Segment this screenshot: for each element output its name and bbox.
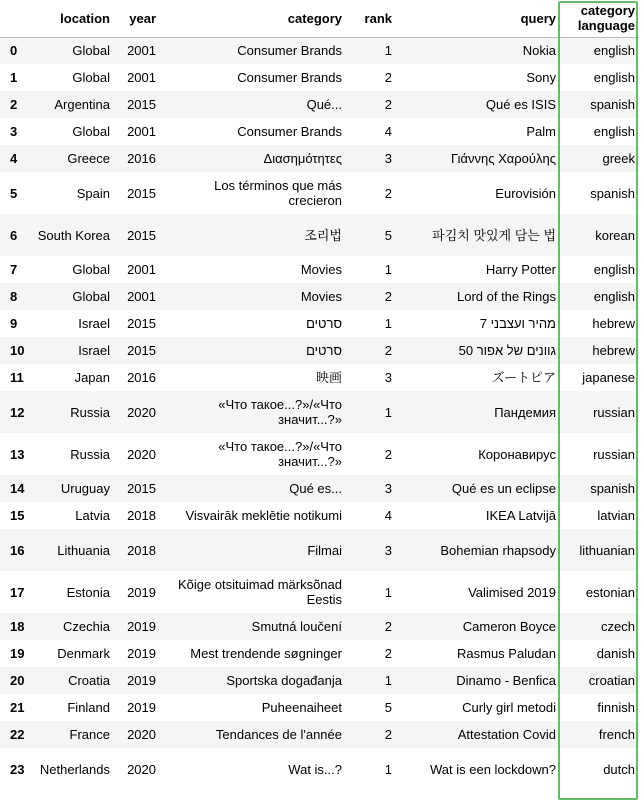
cell-category: Διασημότητες	[263, 151, 342, 166]
cell-rank: 1	[384, 404, 392, 420]
cell-category-language: finnish	[597, 700, 635, 715]
cell-year: 2015	[127, 481, 156, 496]
cell-query: Bohemian rhapsody	[440, 542, 556, 558]
cell-query: IKEA Latvijā	[485, 508, 556, 523]
cell-category-language: hebrew	[592, 343, 635, 358]
table-row	[0, 145, 639, 172]
cell-query: Curly girl metodi	[462, 700, 556, 715]
cell-category: Sportska događanja	[226, 673, 342, 688]
cell-rank: 3	[384, 481, 392, 496]
table-row	[0, 667, 639, 694]
cell-category-language: danish	[596, 646, 635, 661]
cell-location: Czechia	[63, 619, 110, 634]
cell-rank: 2	[384, 343, 392, 358]
table-row	[0, 433, 639, 475]
row-index: 9	[10, 316, 18, 331]
cell-year: 2018	[127, 542, 156, 558]
cell-rank: 1	[384, 761, 392, 777]
row-index: 4	[10, 151, 18, 166]
row-index: 23	[10, 761, 25, 777]
cell-location: Greece	[67, 151, 110, 166]
cell-category: Wat is...?	[288, 761, 342, 777]
cell-year: 2015	[127, 343, 156, 358]
cell-year: 2015	[127, 185, 156, 201]
cell-location: Russia	[70, 446, 110, 462]
header-rank: rank	[346, 0, 396, 37]
table-row	[0, 475, 639, 502]
cell-rank: 2	[384, 446, 392, 462]
cell-query: Cameron Boyce	[462, 619, 556, 634]
cell-location: Global	[72, 289, 110, 304]
cell-category: Tendances de l'année	[215, 727, 342, 742]
cell-year: 2015	[127, 316, 156, 331]
header-year: year	[114, 0, 160, 37]
cell-category: Smutná loučení	[251, 619, 342, 634]
table-row	[0, 310, 639, 337]
cell-query: מהיר ועצבני 7	[479, 316, 556, 331]
table-row	[0, 337, 639, 364]
cell-location: Spain	[76, 185, 110, 201]
cell-location: Japan	[74, 370, 110, 385]
table-row	[0, 613, 639, 640]
cell-location: Uruguay	[60, 481, 110, 496]
cell-query: Nokia	[522, 43, 556, 59]
cell-category-language: russian	[593, 446, 635, 462]
table-row	[0, 571, 639, 613]
cell-year: 2020	[127, 404, 156, 420]
row-index: 5	[10, 185, 18, 201]
table-row	[0, 214, 639, 256]
cell-year: 2001	[127, 289, 156, 304]
cell-category-language: english	[593, 262, 635, 277]
cell-year: 2001	[127, 124, 156, 139]
cell-query: Qué es ISIS	[485, 97, 556, 112]
cell-category-language: greek	[602, 151, 635, 166]
cell-category-language: dutch	[603, 761, 635, 777]
cell-category: Consumer Brands	[237, 70, 342, 85]
cell-year: 2016	[127, 370, 156, 385]
cell-category: Kõige otsituimad märksõnad Eestis	[177, 577, 342, 607]
cell-location: Israel	[78, 316, 110, 331]
cell-location: Lithuania	[57, 542, 110, 558]
table-row	[0, 91, 639, 118]
cell-query: Palm	[526, 124, 556, 139]
row-index: 22	[10, 727, 25, 742]
header-query: query	[396, 0, 560, 37]
table-row	[0, 256, 639, 283]
cell-location: South Korea	[37, 227, 110, 243]
cell-year: 2019	[127, 673, 156, 688]
cell-category-language: japanese	[582, 370, 635, 385]
cell-category: Filmai	[307, 542, 342, 558]
cell-rank: 3	[384, 370, 392, 385]
cell-query: Eurovisión	[495, 185, 556, 201]
cell-rank: 4	[384, 508, 392, 523]
cell-query: 파김치 맛있게 담는 법	[432, 227, 556, 243]
cell-query: Пандемия	[494, 404, 556, 420]
cell-location: Latvia	[75, 508, 110, 523]
row-index: 17	[10, 584, 25, 600]
cell-location: Russia	[70, 404, 110, 420]
cell-category: 조리법	[304, 227, 342, 243]
cell-year: 2001	[127, 43, 156, 59]
cell-location: Croatia	[68, 673, 110, 688]
header-category-language: category language	[560, 0, 639, 37]
row-index: 12	[10, 404, 25, 420]
table-row	[0, 391, 639, 433]
cell-location: France	[69, 727, 110, 742]
cell-rank: 3	[384, 151, 392, 166]
cell-category: Movies	[300, 262, 342, 277]
cell-rank: 2	[384, 97, 392, 112]
cell-query: Rasmus Paludan	[457, 646, 556, 661]
row-index: 7	[10, 262, 18, 277]
cell-query: גוונים של אפור 50	[458, 343, 556, 358]
cell-category: Visvairāk meklētie notikumi	[185, 508, 342, 523]
cell-location: Global	[72, 124, 110, 139]
cell-query: Harry Potter	[485, 262, 556, 277]
cell-rank: 4	[384, 124, 392, 139]
cell-category: Qué es...	[289, 481, 342, 496]
cell-category-language: estonian	[585, 584, 635, 600]
table-row	[0, 172, 639, 214]
cell-location: Estonia	[66, 584, 110, 600]
cell-year: 2001	[127, 70, 156, 85]
header-location: location	[32, 0, 114, 37]
cell-category-language: french	[598, 727, 635, 742]
table-row	[0, 748, 639, 790]
cell-year: 2019	[127, 700, 156, 715]
cell-category-language: korean	[595, 227, 635, 243]
row-index: 6	[10, 227, 18, 243]
cell-query: Attestation Covid	[457, 727, 556, 742]
cell-year: 2019	[127, 619, 156, 634]
cell-category: סרטים	[306, 316, 342, 331]
row-index: 14	[10, 481, 25, 496]
row-index: 20	[10, 673, 25, 688]
row-index: 16	[10, 542, 25, 558]
cell-rank: 5	[384, 227, 392, 243]
table-row	[0, 118, 639, 145]
row-index: 15	[10, 508, 25, 523]
cell-category: Los términos que más crecieron	[214, 178, 342, 208]
cell-category: סרטים	[306, 343, 342, 358]
cell-rank: 2	[384, 185, 392, 201]
cell-category-language: croatian	[588, 673, 635, 688]
cell-category-language: english	[593, 70, 635, 85]
cell-category-language: czech	[601, 619, 635, 634]
cell-query: ズートピア	[491, 370, 556, 385]
cell-year: 2001	[127, 262, 156, 277]
row-index: 18	[10, 619, 25, 634]
cell-category: Consumer Brands	[237, 124, 342, 139]
cell-location: Denmark	[57, 646, 110, 661]
cell-category: Puheenaiheet	[261, 700, 342, 715]
table-row	[0, 529, 639, 571]
cell-category: «Что такое...?»/«Что значит...?»	[218, 397, 342, 427]
cell-category: Movies	[300, 289, 342, 304]
cell-year: 2016	[127, 151, 156, 166]
cell-location: Argentina	[54, 97, 110, 112]
table-row	[0, 364, 639, 391]
table-row	[0, 37, 639, 64]
cell-rank: 1	[384, 584, 392, 600]
cell-query: Lord of the Rings	[456, 289, 556, 304]
cell-rank: 3	[384, 542, 392, 558]
header-row	[0, 0, 639, 37]
table-row	[0, 64, 639, 91]
cell-year: 2020	[127, 727, 156, 742]
cell-category-language: hebrew	[592, 316, 635, 331]
cell-year: 2015	[127, 97, 156, 112]
cell-location: Global	[72, 262, 110, 277]
cell-category: «Что такое...?»/«Что значит...?»	[218, 439, 342, 469]
cell-category-language: english	[593, 43, 635, 59]
cell-rank: 1	[384, 262, 392, 277]
cell-location: Israel	[78, 343, 110, 358]
row-index: 19	[10, 646, 25, 661]
cell-category-language: spanish	[590, 97, 635, 112]
cell-location: Global	[72, 70, 110, 85]
table-header	[0, 0, 639, 37]
row-index: 11	[10, 370, 24, 385]
row-index: 0	[10, 43, 18, 59]
cell-location: Global	[72, 43, 110, 59]
cell-location: Finland	[67, 700, 110, 715]
cell-year: 2020	[127, 761, 156, 777]
table-row	[0, 283, 639, 310]
cell-category: Mest trendende søgninger	[190, 646, 342, 661]
table-row	[0, 502, 639, 529]
cell-rank: 2	[384, 289, 392, 304]
cell-rank: 2	[384, 619, 392, 634]
row-index: 13	[10, 446, 25, 462]
table-body	[0, 37, 639, 790]
row-index: 10	[10, 343, 25, 358]
cell-query: Γιάννης Χαρούλης	[450, 151, 556, 166]
header-index	[0, 0, 32, 37]
cell-rank: 5	[384, 700, 392, 715]
cell-rank: 1	[384, 316, 392, 331]
row-index: 3	[10, 124, 18, 139]
table-row	[0, 721, 639, 748]
cell-year: 2019	[127, 584, 156, 600]
cell-query: Valimised 2019	[468, 584, 556, 600]
cell-category-language: english	[593, 289, 635, 304]
cell-rank: 2	[384, 70, 392, 85]
row-index: 1	[10, 70, 18, 85]
cell-query: Wat is een lockdown?	[430, 761, 556, 777]
cell-location: Netherlands	[39, 761, 110, 777]
row-index: 8	[10, 289, 18, 304]
cell-rank: 2	[384, 727, 392, 742]
cell-year: 2018	[127, 508, 156, 523]
cell-category: Consumer Brands	[237, 43, 342, 59]
cell-category-language: lithuanian	[579, 542, 635, 558]
cell-category-language: spanish	[590, 185, 635, 201]
table-row	[0, 640, 639, 667]
cell-year: 2020	[127, 446, 156, 462]
header-category: category	[160, 0, 346, 37]
cell-rank: 1	[384, 673, 392, 688]
cell-query: Коронавирус	[478, 446, 556, 462]
cell-rank: 1	[384, 43, 392, 59]
table-row	[0, 694, 639, 721]
cell-year: 2019	[127, 646, 156, 661]
cell-category-language: english	[593, 124, 635, 139]
cell-category-language: latvian	[597, 508, 635, 523]
cell-category-language: russian	[593, 404, 635, 420]
cell-category-language: spanish	[590, 481, 635, 496]
row-index: 21	[10, 700, 25, 715]
cell-year: 2015	[127, 227, 156, 243]
cell-category: Qué...	[306, 97, 342, 112]
cell-query: Sony	[526, 70, 556, 85]
cell-query: Qué es un eclipse	[451, 481, 556, 496]
cell-category: 映画	[315, 370, 342, 385]
cell-query: Dinamo - Benfica	[456, 673, 556, 688]
cell-rank: 2	[384, 646, 392, 661]
row-index: 2	[10, 97, 18, 112]
